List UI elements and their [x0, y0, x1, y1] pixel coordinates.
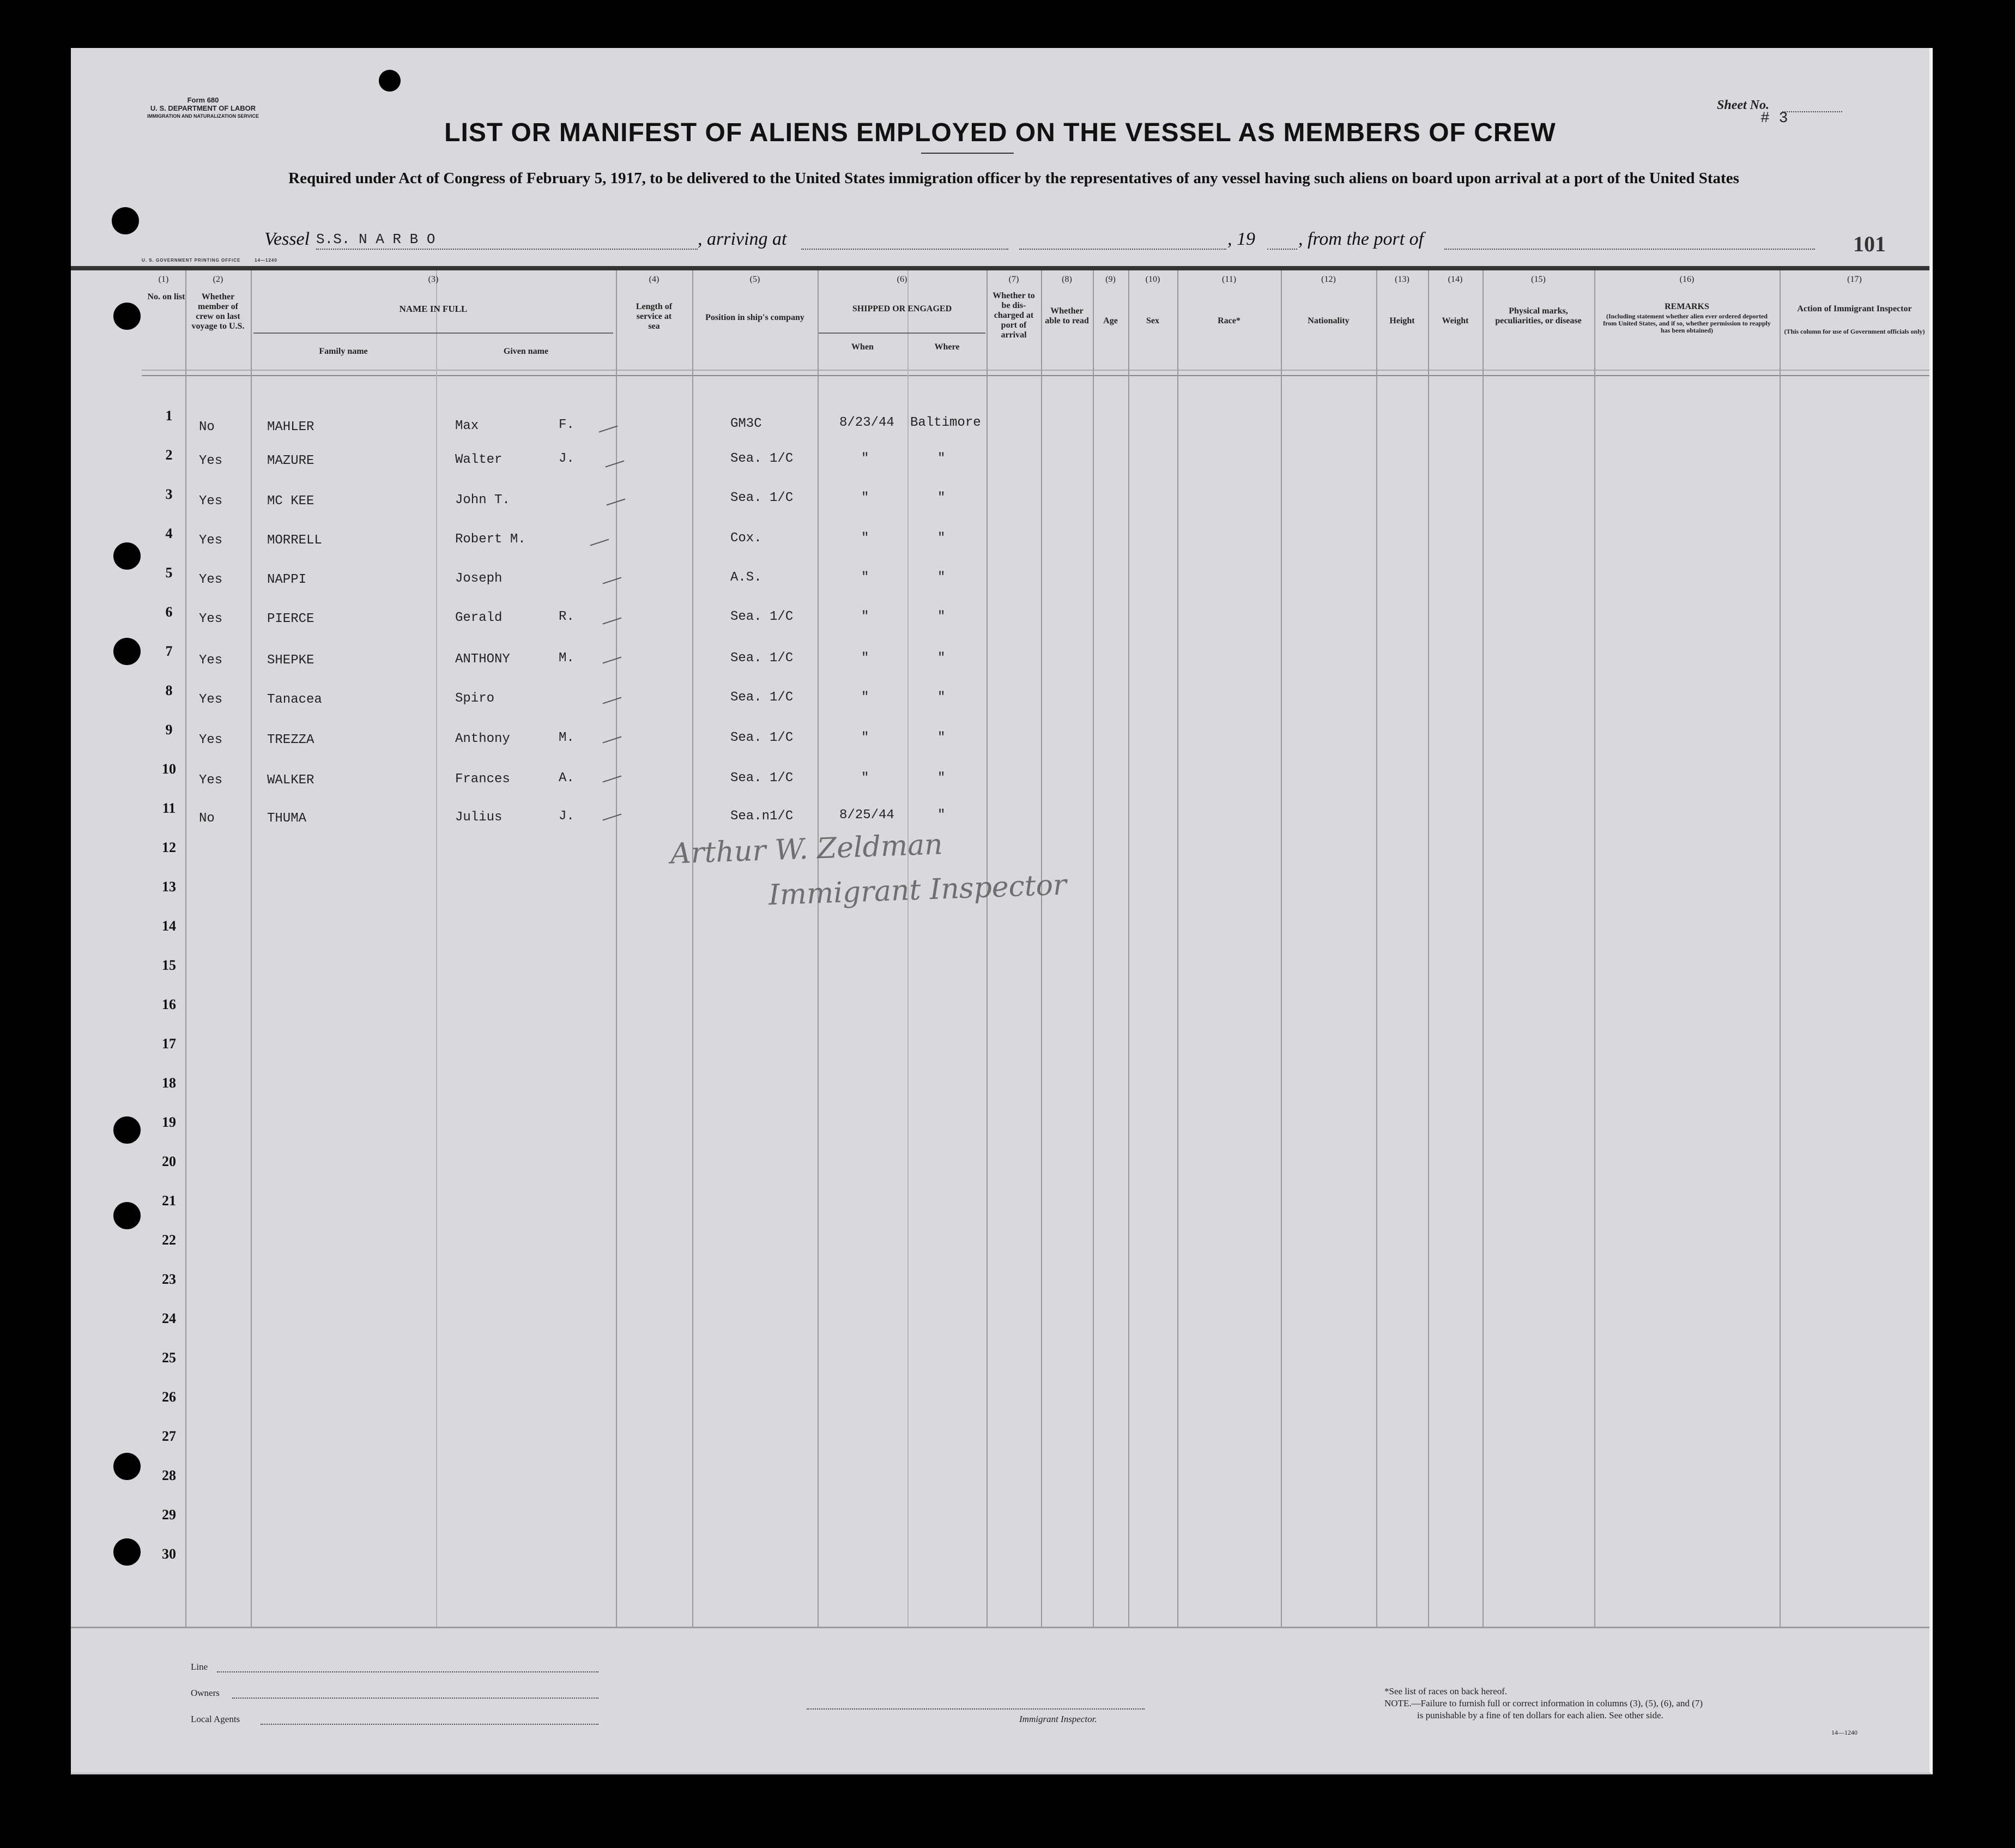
col16-header: REMARKS	[1665, 302, 1709, 311]
col14-header: Weight	[1442, 316, 1469, 325]
binder-hole	[113, 303, 141, 330]
col17-number: (17)	[1847, 275, 1862, 284]
footer-code: 14—1240	[1831, 1729, 1857, 1736]
binder-hole	[113, 1453, 141, 1480]
initial-cell: A.	[559, 771, 574, 786]
col6-where-header: Where	[934, 342, 960, 352]
binder-hole	[113, 1202, 141, 1229]
owners-label: Owners	[191, 1688, 220, 1698]
row-number: 5	[165, 565, 173, 581]
col5-header: Position in ship's company	[705, 313, 804, 322]
last-voyage-cell: Yes	[199, 533, 223, 548]
col15-header: Physical marks, peculiarities, or disease	[1495, 306, 1582, 325]
col16-number: (16)	[1679, 275, 1695, 284]
row-number: 3	[165, 486, 173, 502]
column-divider	[907, 270, 909, 1627]
inspector-dotted	[807, 1708, 1145, 1710]
column-divider	[987, 270, 988, 1627]
col14-number: (14)	[1448, 275, 1463, 284]
row-number: 6	[165, 604, 173, 620]
initial-cell: M.	[559, 651, 574, 666]
column-divider	[1428, 270, 1429, 1627]
given-name-cell: Robert M.	[455, 532, 526, 547]
position-cell: Sea. 1/C	[730, 491, 794, 505]
binder-hole	[113, 542, 141, 570]
family-name-cell: TREZZA	[267, 733, 314, 747]
position-cell: Sea. 1/C	[730, 609, 794, 624]
form-header-block	[147, 96, 259, 120]
shipped-subheader-rule	[819, 333, 985, 334]
row-number: 28	[162, 1467, 176, 1483]
last-voyage-cell: Yes	[199, 494, 223, 509]
col7-header: Whether to be dis-charged at port of arrival	[993, 291, 1035, 340]
position-cell: Sea. 1/C	[730, 771, 794, 786]
col4-number: (4)	[649, 275, 659, 284]
given-name-cell: Anthony	[455, 732, 510, 746]
shipped-when-cell: "	[861, 730, 869, 745]
col11-number: (11)	[1221, 275, 1237, 284]
footer-rule	[71, 1627, 1929, 1628]
shipped-where-cell: "	[937, 609, 946, 624]
shipped-where-cell: "	[937, 570, 946, 585]
header-top-band	[71, 266, 1929, 270]
initial-cell: R.	[559, 609, 574, 624]
shipped-when-cell: 8/25/44	[839, 808, 894, 823]
given-name-cell: Max	[455, 419, 479, 433]
binder-hole	[379, 70, 401, 92]
shipped-where-cell: "	[937, 808, 946, 823]
last-voyage-cell: Yes	[199, 692, 223, 707]
col17-header: Action of Immigrant Inspector	[1797, 304, 1912, 313]
col10-header: Sex	[1146, 316, 1159, 325]
row-number: 24	[162, 1310, 176, 1326]
col12-number: (12)	[1321, 275, 1336, 284]
family-name-cell: PIERCE	[267, 612, 314, 626]
col1-header: No. on list	[147, 292, 185, 301]
row-number: 26	[162, 1389, 176, 1405]
col16-subheader: (Including statement whether alien ever ordered deported from United States, and if so, whether permission to reapply has been obtained)	[1603, 312, 1771, 334]
col2-number: (2)	[213, 275, 223, 284]
shipped-where-cell: "	[937, 690, 946, 705]
owners-dotted	[232, 1698, 598, 1699]
shipped-when-cell: "	[861, 491, 869, 505]
last-voyage-cell: No	[199, 811, 215, 826]
sheet-dotted-line	[1782, 111, 1842, 112]
shipped-where-cell: Baltimore	[910, 415, 981, 430]
arriving-dotted-line	[801, 249, 1008, 250]
vessel-dotted-line	[316, 249, 698, 250]
row-number: 15	[162, 957, 176, 973]
arriving-label: , arriving at	[698, 229, 787, 249]
col7-number: (7)	[1008, 275, 1019, 284]
family-name-cell: MAHLER	[267, 420, 314, 434]
row-number: 23	[162, 1271, 176, 1287]
shipped-when-cell: "	[861, 531, 869, 546]
shipped-when-cell: "	[861, 570, 869, 585]
col12-header: Nationality	[1308, 316, 1350, 325]
col17-subheader: (This column for use of Government officials only)	[1784, 328, 1925, 335]
shipped-when-cell: 8/23/44	[839, 415, 894, 430]
column-divider	[692, 270, 693, 1627]
last-voyage-cell: Yes	[199, 653, 223, 668]
col1-number: (1)	[158, 275, 169, 284]
column-divider	[251, 270, 252, 1627]
last-voyage-cell: Yes	[199, 773, 223, 788]
column-divider	[1594, 270, 1595, 1627]
family-name-cell: NAPPI	[267, 572, 307, 587]
family-name-cell: SHEPKE	[267, 653, 314, 668]
column-divider	[1041, 270, 1042, 1627]
row-number: 11	[162, 800, 176, 816]
col4-header: Length of service at sea	[636, 302, 673, 331]
position-cell: A.S.	[730, 570, 762, 585]
row-number: 7	[165, 643, 173, 659]
row-number: 8	[165, 683, 173, 698]
given-name-cell: John T.	[455, 493, 510, 508]
row-number: 25	[162, 1350, 176, 1366]
col3-header: NAME IN FULL	[399, 304, 468, 314]
row-number: 27	[162, 1428, 176, 1444]
year-label: , 19	[1227, 229, 1255, 249]
col3-family-header: Family name	[319, 347, 368, 356]
row-number: 14	[162, 918, 176, 934]
column-divider	[185, 270, 186, 1627]
given-name-cell: Frances	[455, 772, 510, 787]
given-name-cell: Joseph	[455, 571, 503, 586]
column-divider	[616, 270, 617, 1627]
column-divider	[818, 270, 819, 1627]
pencil-tick	[603, 813, 622, 820]
family-name-cell: WALKER	[267, 773, 314, 788]
page-title: LIST OR MANIFEST OF ALIENS EMPLOYED ON THE VESSEL AS MEMBERS OF CREW	[444, 118, 1556, 147]
last-voyage-cell: Yes	[199, 733, 223, 747]
service-name: IMMIGRATION AND NATURALIZATION SERVICE	[147, 113, 259, 119]
col15-number: (15)	[1531, 275, 1546, 284]
manifest-sheet	[71, 48, 1933, 1774]
header-bottom-rule	[142, 370, 1929, 371]
pencil-tick	[603, 736, 622, 743]
initial-cell: M.	[559, 730, 574, 745]
given-name-cell: Walter	[455, 452, 503, 467]
sheet-label: Sheet No.	[1717, 98, 1769, 112]
inspector-label: Immigrant Inspector.	[1019, 1714, 1097, 1724]
family-name-cell: Tanacea	[267, 692, 322, 707]
department-name: U. S. DEPARTMENT OF LABOR	[150, 104, 256, 112]
shipped-where-cell: "	[937, 771, 946, 786]
row-number: 19	[162, 1114, 176, 1130]
col11-header: Race*	[1218, 316, 1241, 325]
penalty-note-1: NOTE.—Failure to furnish full or correct information in columns (3), (5), (6), and (7)	[1384, 1698, 1703, 1708]
year-dotted-line	[1267, 249, 1297, 250]
page-number: 101	[1853, 232, 1886, 256]
pencil-tick	[603, 577, 622, 584]
binder-hole	[113, 1116, 141, 1144]
pencil-tick	[606, 460, 625, 467]
row-number: 16	[162, 997, 176, 1012]
row-number: 18	[162, 1075, 176, 1091]
initial-cell: J.	[559, 451, 574, 466]
shipped-where-cell: "	[937, 531, 946, 546]
position-cell: Sea. 1/C	[730, 690, 794, 705]
printing-office: U. S. GOVERNMENT PRINTING OFFICE 14—1240	[142, 258, 277, 263]
family-name-cell: MAZURE	[267, 454, 314, 468]
shipped-when-cell: "	[861, 771, 869, 786]
given-name-cell: ANTHONY	[455, 652, 510, 667]
form-number: Form 680	[187, 96, 219, 104]
family-name-cell: MORRELL	[267, 533, 322, 548]
row-number: 21	[162, 1193, 176, 1209]
column-divider	[1376, 270, 1377, 1627]
agents-dotted	[261, 1724, 598, 1725]
col10-number: (10)	[1145, 275, 1160, 284]
col3-number: (3)	[428, 275, 439, 284]
given-name-cell: Spiro	[455, 691, 495, 706]
header-bottom-rule-2	[142, 375, 1929, 376]
col13-header: Height	[1389, 316, 1415, 325]
col9-number: (9)	[1105, 275, 1116, 284]
penalty-note-2: is punishable by a fine of ten dollars for each alien. See other side.	[1417, 1710, 1663, 1720]
vessel-name: S.S. N A R B O	[316, 231, 435, 247]
column-divider	[1281, 270, 1282, 1627]
row-number: 9	[165, 722, 173, 738]
position-cell: Sea.n1/C	[730, 809, 794, 824]
page-subtitle: Required under Act of Congress of February 5, 1917, to be delivered to the United States immigration officer by the representatives of any vessel having such aliens on board upon arrival at a port of the United States	[288, 170, 1739, 187]
races-note: *See list of races on back hereof.	[1384, 1686, 1508, 1696]
title-rule	[921, 153, 1014, 154]
column-divider	[1093, 270, 1094, 1627]
shipped-where-cell: "	[937, 730, 946, 745]
last-voyage-cell: No	[199, 420, 215, 434]
col6-number: (6)	[897, 275, 907, 284]
row-number: 17	[162, 1036, 176, 1052]
name-subheader-rule	[253, 333, 613, 334]
shipped-when-cell: "	[861, 451, 869, 466]
given-name-cell: Julius	[455, 810, 503, 825]
column-divider	[436, 270, 437, 1627]
from-port-label: , from the port of	[1298, 229, 1424, 249]
row-number: 29	[162, 1507, 176, 1523]
given-name-cell: Gerald	[455, 611, 503, 625]
family-name-cell: THUMA	[267, 811, 307, 826]
row-number: 13	[162, 879, 176, 895]
shipped-when-cell: "	[861, 609, 869, 624]
binder-hole	[112, 207, 139, 234]
row-number: 4	[165, 526, 173, 541]
vessel-label: Vessel	[264, 229, 310, 249]
column-divider	[1177, 270, 1178, 1627]
col13-number: (13)	[1395, 275, 1409, 284]
port-dotted-line	[1444, 249, 1815, 250]
col3-given-header: Given name	[503, 347, 549, 356]
col9-header: Age	[1103, 316, 1118, 325]
col5-number: (5)	[749, 275, 760, 284]
shipped-where-cell: "	[937, 491, 946, 505]
sheet-number: # 3	[1760, 110, 1788, 127]
pencil-tick	[603, 656, 622, 663]
row-number: 30	[162, 1546, 176, 1562]
pencil-tick	[590, 539, 609, 546]
date-dotted-line	[1019, 249, 1226, 250]
row-number: 10	[162, 761, 176, 777]
last-voyage-cell: Yes	[199, 454, 223, 468]
pencil-tick	[603, 697, 622, 704]
pencil-tick	[603, 775, 622, 782]
col6-header: SHIPPED OR ENGAGED	[852, 304, 952, 313]
local-agents-label: Local Agents	[191, 1714, 240, 1724]
position-cell: Cox.	[730, 531, 762, 546]
position-cell: Sea. 1/C	[730, 730, 794, 745]
row-number: 20	[162, 1154, 176, 1169]
position-cell: Sea. 1/C	[730, 651, 794, 666]
col2-header: Whether member of crew on last voyage to U.S.	[191, 292, 245, 331]
row-number: 12	[162, 840, 176, 855]
pencil-tick	[599, 425, 618, 432]
pencil-tick	[603, 617, 622, 624]
binder-hole	[113, 638, 141, 665]
inspector-signature-name: Arthur W. Zeldman	[670, 828, 943, 871]
row-number: 1	[165, 408, 173, 424]
col6-when-header: When	[851, 342, 874, 352]
line-dotted	[217, 1671, 598, 1672]
column-divider	[1128, 270, 1129, 1627]
position-cell: Sea. 1/C	[730, 451, 794, 466]
shipped-when-cell: "	[861, 651, 869, 666]
column-divider	[1482, 270, 1484, 1627]
last-voyage-cell: Yes	[199, 572, 223, 587]
last-voyage-cell: Yes	[199, 612, 223, 626]
family-name-cell: MC KEE	[267, 494, 314, 509]
column-divider	[1780, 270, 1781, 1627]
inspector-signature-title: Immigrant Inspector	[768, 868, 1067, 912]
position-cell: GM3C	[730, 416, 762, 431]
initial-cell: J.	[559, 809, 574, 824]
col8-header: Whether able to read	[1045, 306, 1089, 325]
shipped-where-cell: "	[937, 651, 946, 666]
col8-number: (8)	[1062, 275, 1072, 284]
row-number: 2	[165, 447, 173, 463]
initial-cell: F.	[559, 418, 574, 432]
binder-hole	[113, 1538, 141, 1566]
line-label: Line	[191, 1662, 208, 1672]
row-number: 22	[162, 1232, 176, 1248]
shipped-where-cell: "	[937, 451, 946, 466]
shipped-when-cell: "	[861, 690, 869, 705]
